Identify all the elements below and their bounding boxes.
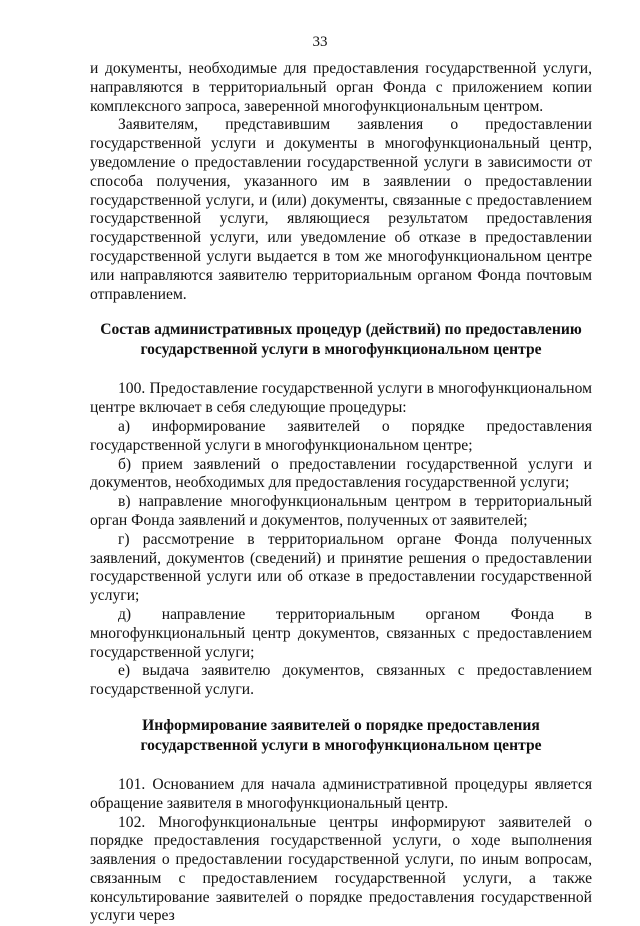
paragraph-applicants: Заявителям, представившим заявления о предоставлении государственной услуги и документы в многофункциональный центр, уведомление о предоставлении государственной услуги в зависимости от способа получения, указанного им в заявлении о предоставлении государственной услуги, и (или) документы, связанные с предоставлением государственной услуги, являющиеся результатом предоставления государственной услуги, или уведомление об отказе в предоставлении государственной услуги выдается в том же многофункциональном центре или направляются заявителю территориальным органом Фонда почтовым отправлением. <box>90 116 592 304</box>
paragraph-102: 102. Многофункциональные центры информируют заявителей о порядке предоставления государственной услуги, о ходе выполнения заявления о предоставлении государственной услуги, по иным вопросам, связанным с предоставлением государственной услуги, а также консультирование заявителей о порядке предоставления государственной услуги через <box>90 814 592 926</box>
list-item-e: е) выдача заявителю документов, связанных с предоставлением государственной услуги. <box>90 662 592 700</box>
heading-line: Состав административных процедур (действий) по предоставлению <box>90 320 592 340</box>
paragraph-101: 101. Основанием для начала административной процедуры является обращение заявителя в многофункциональный центр. <box>90 776 592 814</box>
paragraph-continuation: и документы, необходимые для предоставления государственной услуги, направляются в территориальный орган Фонда с приложением копии комплексного запроса, заверенной многофункциональным центром. <box>90 60 592 116</box>
section-heading-informing <box>90 716 592 756</box>
list-item-d: д) направление территориальным органом Фонда в многофункциональный центр документов, связанных с предоставлением государственной услуги; <box>90 606 592 662</box>
list-item-b: б) прием заявлений о предоставлении государственной услуги и документов, необходимых для предоставления государственной услуги; <box>90 456 592 494</box>
section-heading-procedures <box>90 320 592 360</box>
heading-line: государственной услуги в многофункциональном центре <box>90 736 592 756</box>
list-item-v: в) направление многофункциональным центром в территориальный орган Фонда заявлений и документов, полученных от заявителей; <box>90 493 592 531</box>
list-item-a: а) информирование заявителей о порядке предоставления государственной услуги в многофункциональном центре; <box>90 418 592 456</box>
list-item-g: г) рассмотрение в территориальном органе Фонда полученных заявлений, документов (сведений) и принятие решения о предоставлении государственной услуги или об отказе в предоставлении государственной услуги; <box>90 531 592 606</box>
document-body <box>90 60 592 926</box>
page-number: 33 <box>0 34 640 51</box>
paragraph-100: 100. Предоставление государственной услуги в многофункциональном центре включает в себя следующие процедуры: <box>90 380 592 418</box>
heading-line: Информирование заявителей о порядке предоставления <box>90 716 592 736</box>
heading-line: государственной услуги в многофункциональном центре <box>90 340 592 360</box>
